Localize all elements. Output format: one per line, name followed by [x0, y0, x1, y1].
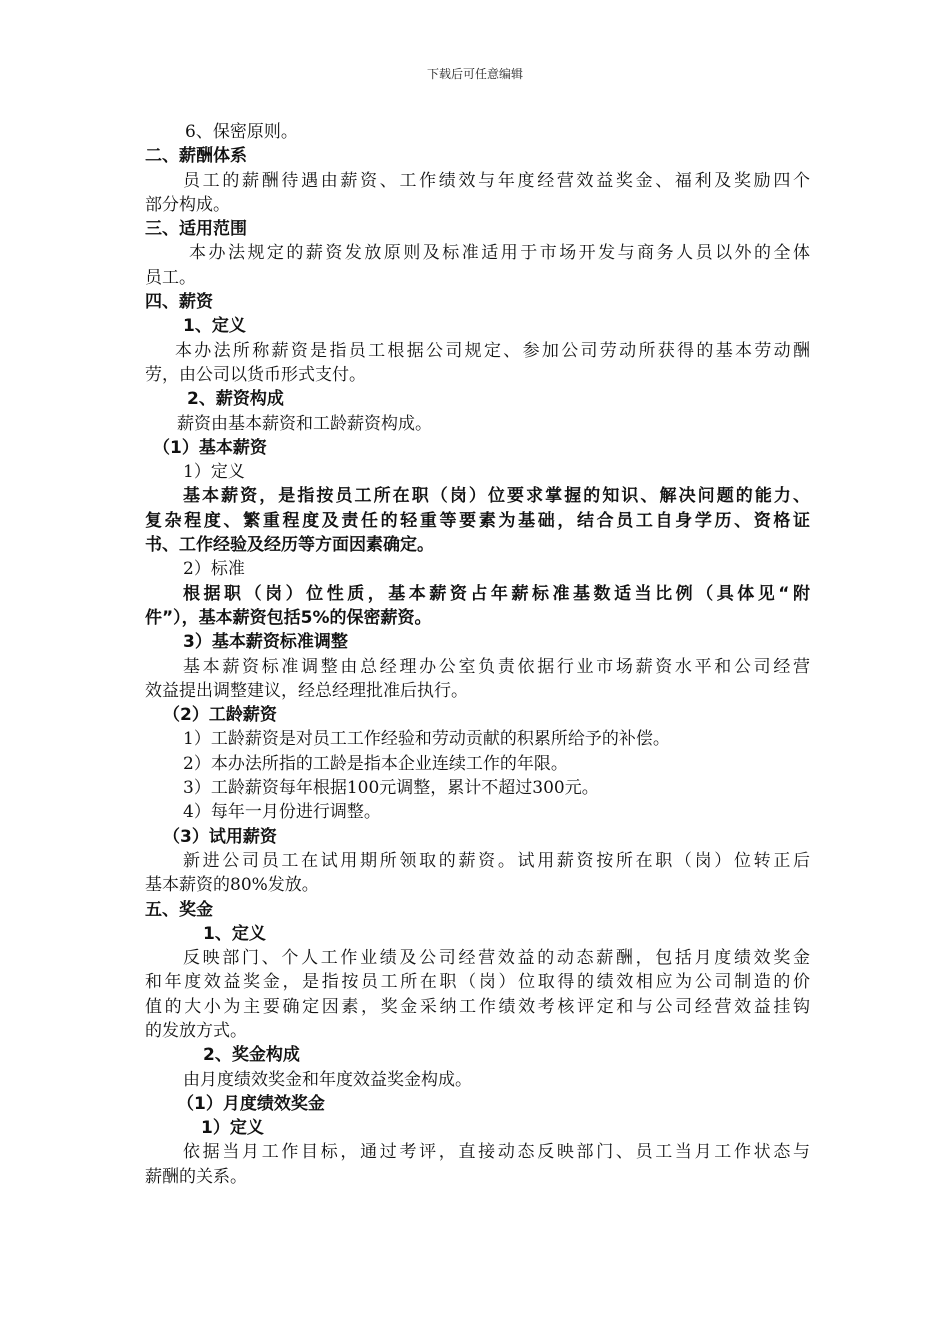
heading-line: （1）基本薪资 [153, 437, 267, 458]
heading-line: 件”），基本薪资包括5%的保密薪资。 [145, 607, 432, 628]
paragraph-line: 值的大小为主要确定因素，奖金采纳工作绩效考核评定和与公司经营效益挂钩 [145, 996, 810, 1017]
heading-line: 复杂程度、繁重程度及责任的轻重等要素为基础，结合员工自身学历、资格证 [145, 510, 810, 531]
paragraph-line: 薪资由基本薪资和工龄薪资构成。 [177, 413, 432, 434]
paragraph-line: 新进公司员工在试用期所领取的薪资。试用薪资按所在职（岗）位转正后 [183, 850, 810, 871]
paragraph-line: 和年度效益奖金，是指按员工所在职（岗）位取得的绩效相应为公司制造的价 [145, 972, 810, 993]
paragraph-line: 员工的薪酬待遇由薪资、工作绩效与年度经营效益奖金、福利及奖励四个 [183, 170, 810, 191]
paragraph-line: 劳，由公司以货币形式支付。 [145, 364, 366, 385]
heading-line: 2、奖金构成 [203, 1045, 300, 1066]
paragraph-line: 本办法规定的薪资发放原则及标准适用于市场开发与商务人员以外的全体 [189, 243, 810, 264]
heading-line: 根据职（岗）位性质，基本薪资占年薪标准基数适当比例（具体见“附 [183, 583, 810, 604]
heading-line: 五、奖金 [145, 899, 213, 920]
heading-line: 三、适用范围 [145, 219, 247, 240]
paragraph-line: 2）本办法所指的工龄是指本企业连续工作的年限。 [183, 753, 568, 774]
heading-line: 四、薪资 [145, 292, 213, 313]
paragraph-line: 2）标准 [183, 559, 245, 580]
paragraph-line: 由月度绩效奖金和年度效益奖金构成。 [183, 1069, 472, 1090]
paragraph-line: 的发放方式。 [145, 1020, 247, 1041]
paragraph-line: 反映部门、个人工作业绩及公司经营效益的动态薪酬，包括月度绩效奖金 [183, 948, 810, 969]
paragraph-line: 6、保密原则。 [185, 122, 298, 142]
paragraph-line: 基本薪资标准调整由总经理办公室负责依据行业市场薪资水平和公司经营 [183, 656, 810, 677]
heading-line: 1、定义 [183, 316, 246, 337]
paragraph-line: 1）工龄薪资是对员工工作经验和劳动贡献的积累所给予的补偿。 [183, 729, 670, 750]
heading-line: 3）基本薪资标准调整 [183, 632, 348, 653]
heading-line: 2、薪资构成 [187, 389, 284, 410]
paragraph-line: 1）定义 [183, 462, 245, 483]
paragraph-line: 部分构成。 [145, 194, 230, 215]
paragraph-line: 本办法所称薪资是指员工根据公司规定、参加公司劳动所获得的基本劳动酬 [175, 340, 810, 361]
paragraph-line: 依据当月工作目标，通过考评，直接动态反映部门、员工当月工作状态与 [183, 1142, 810, 1163]
page-header: 下载后可任意编辑 [426, 67, 523, 81]
paragraph-line: 3）工龄薪资每年根据100元调整，累计不超过300元。 [183, 778, 599, 799]
document-body [145, 120, 810, 1189]
heading-line: 1、定义 [203, 923, 266, 944]
paragraph-line: 4）每年一月份进行调整。 [183, 802, 381, 823]
paragraph-line: 员工。 [145, 267, 196, 288]
paragraph-line: 效益提出调整建议，经总经理批准后执行。 [145, 680, 468, 701]
heading-line: 1）定义 [201, 1118, 264, 1139]
heading-line: 书、工作经验及经历等方面因素确定。 [145, 535, 434, 556]
paragraph-line: 薪酬的关系。 [145, 1166, 247, 1187]
heading-line: （3）试用薪资 [163, 826, 277, 847]
heading-line: （2）工龄薪资 [163, 705, 277, 726]
heading-line: （1）月度绩效奖金 [177, 1093, 325, 1114]
heading-line: 基本薪资，是指按员工所在职（岗）位要求掌握的知识、解决问题的能力、 [183, 486, 810, 507]
heading-line: 二、薪酬体系 [145, 146, 247, 167]
paragraph-line: 基本薪资的80%发放。 [145, 875, 319, 896]
